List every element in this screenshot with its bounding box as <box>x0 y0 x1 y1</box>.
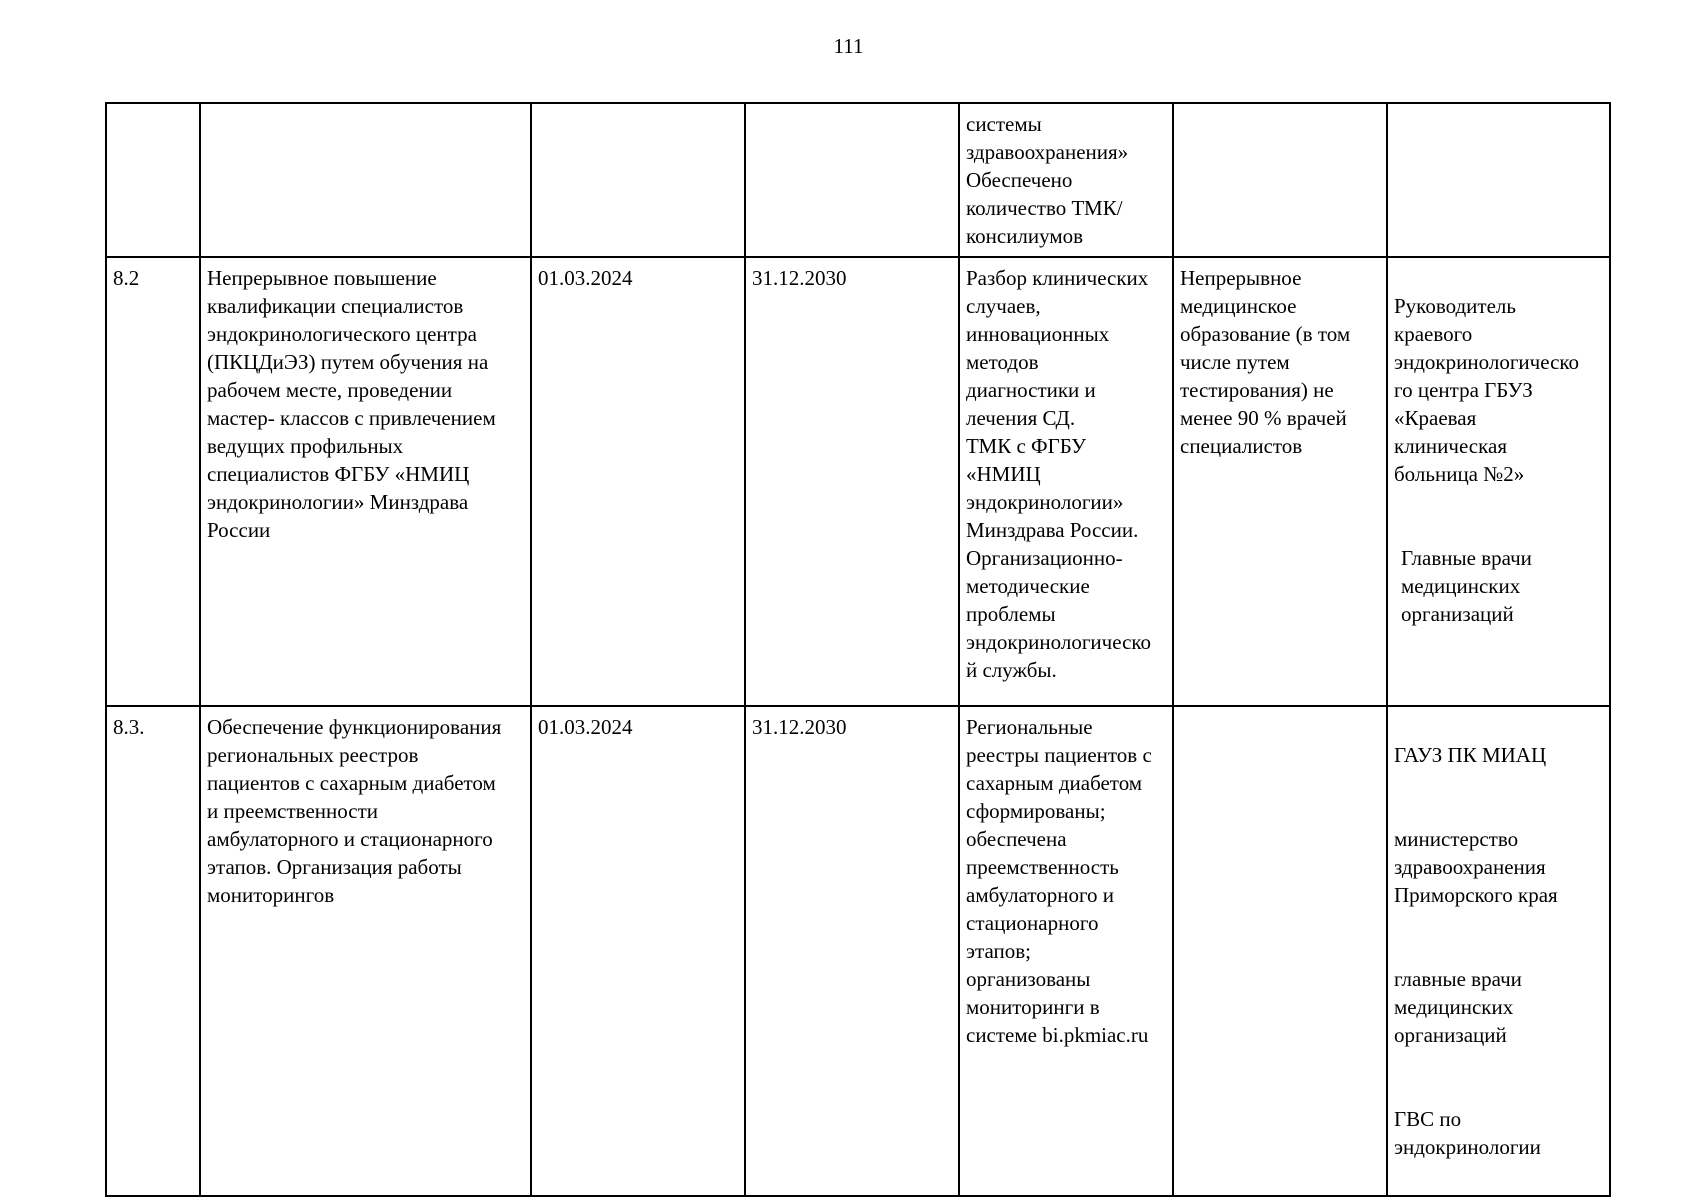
table-row <box>106 257 1610 706</box>
cell-end-date: 31.12.2030 <box>745 257 959 706</box>
responsible-entry: министерство здравоохранения Приморского края <box>1394 827 1558 907</box>
cell-number: 8.3. <box>106 706 200 1196</box>
cell-number <box>106 103 200 257</box>
page-number: 111 <box>833 34 864 58</box>
cell-responsible <box>1387 706 1610 1196</box>
cell-event: Непрерывное повышение квалификации специалистов эндокринологического центра (ПКЦДиЭЗ) путем обучения на рабочем месте, проведении мастер- классов с привлечением ведущих профильных специалистов ФГБУ «НМИЦ эндокринологии» Минздрава России <box>200 257 531 706</box>
cell-result: Разбор клинических случаев, инновационных методов диагностики и лечения СД. ТМК с ФГБУ «НМИЦ эндокринологии» Минздрава России. Организационно- методические проблемы эндокринологическо й службы. <box>959 257 1173 706</box>
cell-result: Региональные реестры пациентов с сахарным диабетом сформированы; обеспечена преемственность амбулаторного и стационарного этапов; организованы мониторинги в системе bi.pkmiac.ru <box>959 706 1173 1196</box>
cell-event <box>200 103 531 257</box>
responsible-entry: главные врачи медицинских организаций <box>1394 967 1522 1047</box>
cell-indicator <box>1173 103 1387 257</box>
cell-end-date <box>745 103 959 257</box>
cell-responsible <box>1387 257 1610 706</box>
cell-result: системы здравоохранения» Обеспечено количество ТМК/ консилиумов <box>959 103 1173 257</box>
responsible-entry: ГВС по эндокринологии <box>1394 1107 1541 1159</box>
cell-responsible <box>1387 103 1610 257</box>
cell-start-date: 01.03.2024 <box>531 706 745 1196</box>
cell-indicator: Непрерывное медицинское образование (в том числе путем тестирования) не менее 90 % врачей специалистов <box>1173 257 1387 706</box>
plan-table <box>105 102 1611 1197</box>
cell-event: Обеспечение функционирования региональных реестров пациентов с сахарным диабетом и преемственности амбулаторного и стационарного этапов. Организация работы мониторингов <box>200 706 531 1196</box>
cell-number: 8.2 <box>106 257 200 706</box>
responsible-entry: Руководитель краевого эндокринологическо го центра ГБУЗ «Краевая клиническая больница №2» <box>1394 294 1580 486</box>
cell-start-date: 01.03.2024 <box>531 257 745 706</box>
responsible-entry: Главные врачи медицинских организаций <box>1401 546 1532 626</box>
table-row <box>106 103 1610 257</box>
table-row <box>106 706 1610 1196</box>
cell-start-date <box>531 103 745 257</box>
responsible-entry: ГАУЗ ПК МИАЦ <box>1394 743 1547 767</box>
cell-end-date: 31.12.2030 <box>745 706 959 1196</box>
cell-indicator <box>1173 706 1387 1196</box>
